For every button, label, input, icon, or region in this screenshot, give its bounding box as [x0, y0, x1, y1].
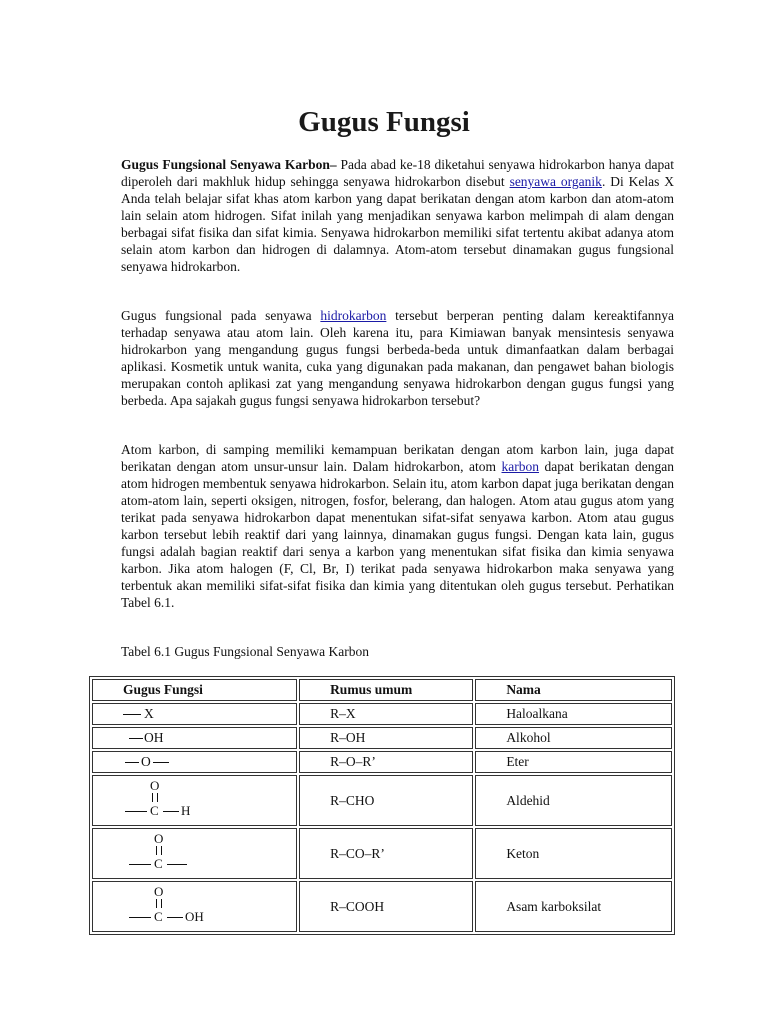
carbon-atom: C — [154, 908, 163, 924]
group-atom: O — [141, 754, 151, 769]
table-header-row — [92, 679, 672, 701]
functional-group-table — [89, 676, 675, 935]
single-bond — [167, 917, 183, 918]
single-bond — [123, 714, 141, 715]
hydrogen-atom: H — [181, 802, 191, 818]
structure-haloalkana — [123, 706, 296, 722]
table-row — [92, 775, 672, 826]
single-bond — [153, 762, 169, 763]
structure-eter — [123, 754, 296, 770]
paragraph-1-lead: Gugus Fungsional Senyawa Karbon– — [121, 157, 337, 172]
table-row — [92, 703, 672, 725]
carbon-atom: C — [150, 802, 159, 818]
single-bond — [129, 738, 143, 739]
table-caption: Tabel 6.1 Gugus Fungsional Senyawa Karbon — [121, 644, 370, 659]
structure-alkohol — [123, 730, 296, 746]
name-cell: Haloalkana — [475, 703, 672, 725]
paragraph-3 — [121, 441, 674, 611]
double-bond — [156, 899, 162, 908]
structure-keton — [129, 832, 249, 876]
table-row — [92, 881, 672, 932]
header-nama: Nama — [475, 679, 672, 701]
formula-cell: R–CHO — [299, 775, 473, 826]
paragraph-1-text-a: Pada abad ke-18 diketahui senyawa hidrokarbon hanya dapat diperoleh dari makhluk hidup sehingga senyawa hidrokarbon disebut — [121, 157, 675, 189]
table-row — [92, 751, 672, 773]
single-bond — [163, 811, 179, 812]
paragraph-1 — [121, 156, 674, 275]
table-row — [92, 727, 672, 749]
paragraph-1-text-b: . Di Kelas X Anda telah belajar sifat khas atom karbon yang dapat berikatan dengan atom karbon dan atom-atom lain selain atom hidrogen. Sifat inilah yang menjadikan senyawa karbon melimpah di alam dengan berbagai sifat fisika dan sifat kimia. Senyawa hidrokarbon memiliki sifat tertentu akibat adanya atom selain atom karbon dan hidrogen di dalamnya. Atom-atom tersebut dinamakan gugus fungsional senyawa hidrokarbon. — [121, 174, 674, 274]
group-cell — [92, 727, 297, 749]
paragraph-2-text-a: Gugus fungsional pada senyawa — [121, 308, 321, 323]
single-bond — [125, 762, 139, 763]
formula-cell: R–COOH — [299, 881, 473, 932]
single-bond — [167, 864, 187, 865]
paragraph-3-text-b: dapat berikatan dengan atom hidrogen membentuk senyawa hidrokarbon. Selain itu, atom karbon dapat juga berikatan dengan atom-atom lain, seperti oksigen, nitrogen, fosfor, belerang, dan halogen. Atom atau gugus atom yang terikat pada senyawa hidrokarbon dapat menentukan sifat-sifat senyawa karbon. Atom atau gugus karbon tersebut lebih reaktif dari yang lainnya, dinamakan gugus fungsi. Dengan kata lain, gugus fungsi adalah bagian reaktif dari senya a karbon yang menentukan sifat fisika dan kimia senyawa karbon. Jika atom halogen (F, Cl, Br, I) terikat pada senyawa hidrokarbon maka senyawa yang terbentuk akan memiliki sifat-sifat fisika dan kimia yang ditentukan oleh gugus tersebut. Perhatikan Tabel 6.1. — [121, 459, 674, 610]
name-cell: Aldehid — [475, 775, 672, 826]
link-hidrokarbon[interactable]: hidrokarbon — [320, 308, 387, 323]
group-cell — [92, 751, 297, 773]
single-bond — [129, 864, 151, 865]
single-bond — [129, 917, 151, 918]
formula-cell: R–X — [299, 703, 473, 725]
page-title: Gugus Fungsi — [298, 106, 470, 138]
structure-aldehid — [125, 779, 245, 823]
link-senyawa-organik[interactable]: senyawa organik — [509, 174, 602, 189]
formula-cell: R–CO–R’ — [299, 828, 473, 879]
hydroxyl-group: OH — [185, 908, 204, 924]
oxygen-atom: O — [154, 883, 164, 899]
header-gugus-fungsi: Gugus Fungsi — [92, 679, 297, 701]
single-bond — [125, 811, 147, 812]
paragraph-3-text-a: Atom karbon, di samping memiliki kemampuan berikatan dengan atom karbon lain, juga dapat berikatan dengan atom unsur-unsur lain. Dalam hidrokarbon, atom — [121, 442, 674, 474]
group-cell — [92, 881, 297, 932]
paragraph-2 — [121, 307, 674, 409]
group-cell — [92, 828, 297, 879]
double-bond — [152, 793, 158, 802]
double-bond — [156, 846, 162, 855]
name-cell: Alkohol — [475, 727, 672, 749]
oxygen-atom: O — [150, 777, 160, 793]
oxygen-atom: O — [154, 830, 164, 846]
table-row — [92, 828, 672, 879]
group-cell — [92, 703, 297, 725]
formula-cell: R–O–R’ — [299, 751, 473, 773]
paragraph-2-text-b: tersebut berperan penting dalam kereaktifannya terhadap senyawa atau atom lain. Oleh karena itu, para Kimiawan banyak mensintesis senyawa hidrokarbon yang mengandung gugus fungsi berbeda-beda untuk dimanfaatkan dalam berbagai aplikasi. Kosmetik untuk wanita, cuka yang digunakan pada makanan, dan pengawet bahan biologis merupakan contoh aplikasi zat yang mengandung senyawa hidrokarbon dengan gugus fungsi yang berbeda. Apa sajakah gugus fungsi senyawa hidrokarbon tersebut? — [121, 308, 674, 408]
name-cell: Keton — [475, 828, 672, 879]
group-cell — [92, 775, 297, 826]
formula-cell: R–OH — [299, 727, 473, 749]
group-atom: OH — [144, 730, 164, 745]
structure-asam-karboksilat — [129, 885, 249, 929]
header-rumus-umum: Rumus umum — [299, 679, 473, 701]
name-cell: Eter — [475, 751, 672, 773]
carbon-atom: C — [154, 855, 163, 871]
group-atom: X — [144, 706, 154, 721]
name-cell: Asam karboksilat — [475, 881, 672, 932]
link-karbon[interactable]: karbon — [501, 459, 539, 474]
